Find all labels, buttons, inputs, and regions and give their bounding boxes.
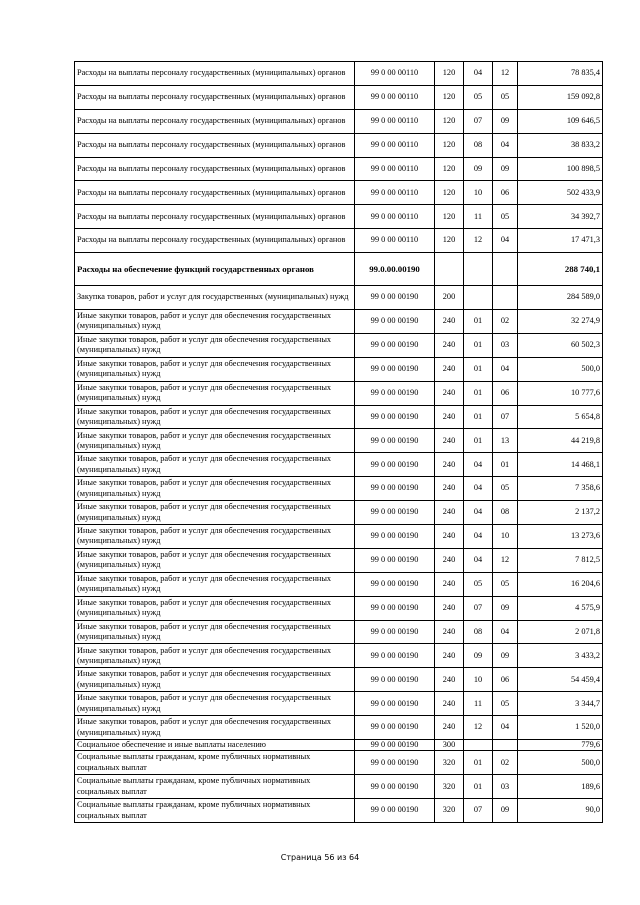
cell-name: Расходы на выплаты персоналу государственных (муниципальных) органов [75,62,355,86]
cell-code: 99 0 00 00190 [355,740,435,751]
cell-amount: 17 471,3 [518,229,603,253]
table-row [75,286,603,310]
cell-name: Расходы на выплаты персоналу государственных (муниципальных) органов [75,85,355,109]
cell-amount: 1 520,0 [518,716,603,740]
cell-name: Иные закупки товаров, работ и услуг для обеспечения государственных (муниципальных) нужд [75,620,355,644]
table-row [75,692,603,716]
cell-expense-type: 200 [435,286,464,310]
cell-code: 99 0 00 00190 [355,429,435,453]
cell-section: 10 [464,668,493,692]
cell-amount: 16 204,6 [518,572,603,596]
cell-subsection [493,253,518,286]
cell-name: Расходы на выплаты персоналу государственных (муниципальных) органов [75,109,355,133]
budget-table [74,61,603,823]
cell-expense-type: 120 [435,133,464,157]
cell-code: 99 0 00 00190 [355,644,435,668]
cell-amount: 159 092,8 [518,85,603,109]
cell-section: 12 [464,229,493,253]
cell-expense-type: 120 [435,109,464,133]
cell-code: 99 0 00 00110 [355,133,435,157]
table-row [75,205,603,229]
cell-subsection: 09 [493,644,518,668]
cell-subsection: 04 [493,716,518,740]
cell-expense-type: 320 [435,751,464,775]
cell-code: 99 0 00 00110 [355,229,435,253]
cell-section [464,286,493,310]
cell-subsection: 13 [493,429,518,453]
cell-subsection: 07 [493,405,518,429]
cell-name: Расходы на выплаты персоналу государственных (муниципальных) органов [75,181,355,205]
cell-name: Закупка товаров, работ и услуг для государственных (муниципальных) нужд [75,286,355,310]
table-row [75,229,603,253]
cell-subsection: 09 [493,799,518,823]
table-row [75,181,603,205]
cell-name: Расходы на выплаты персоналу государственных (муниципальных) органов [75,229,355,253]
cell-subsection: 01 [493,453,518,477]
cell-section: 04 [464,548,493,572]
cell-amount: 60 502,3 [518,333,603,357]
cell-section: 01 [464,357,493,381]
cell-subsection: 02 [493,751,518,775]
cell-amount: 109 646,5 [518,109,603,133]
cell-amount: 7 812,5 [518,548,603,572]
table-row [75,799,603,823]
cell-subsection: 12 [493,548,518,572]
cell-name: Социальные выплаты гражданам, кроме публичных нормативных социальных выплат [75,799,355,823]
table-row [75,453,603,477]
cell-amount: 54 459,4 [518,668,603,692]
cell-code: 99 0 00 00110 [355,181,435,205]
cell-expense-type: 300 [435,740,464,751]
cell-subsection [493,286,518,310]
cell-name: Иные закупки товаров, работ и услуг для обеспечения государственных (муниципальных) нужд [75,668,355,692]
cell-name: Иные закупки товаров, работ и услуг для обеспечения государственных (муниципальных) нужд [75,310,355,334]
cell-section: 11 [464,205,493,229]
cell-amount: 7 358,6 [518,477,603,501]
cell-subsection: 09 [493,109,518,133]
cell-amount: 5 654,8 [518,405,603,429]
table-row [75,775,603,799]
table-row [75,525,603,549]
table-row [75,310,603,334]
cell-expense-type: 320 [435,799,464,823]
cell-subsection: 06 [493,381,518,405]
cell-expense-type: 240 [435,381,464,405]
cell-section: 07 [464,799,493,823]
cell-code: 99 0 00 00190 [355,333,435,357]
table-row [75,357,603,381]
cell-code: 99 0 00 00190 [355,596,435,620]
cell-subsection: 09 [493,157,518,181]
cell-name: Расходы на выплаты персоналу государственных (муниципальных) органов [75,157,355,181]
cell-expense-type: 240 [435,548,464,572]
page-footer [0,853,640,862]
cell-amount: 100 898,5 [518,157,603,181]
cell-section: 04 [464,62,493,86]
cell-section: 04 [464,453,493,477]
cell-expense-type: 240 [435,692,464,716]
cell-code: 99 0 00 00190 [355,477,435,501]
table-row [75,668,603,692]
budget-table-body [75,62,603,823]
table-row [75,133,603,157]
cell-expense-type: 240 [435,310,464,334]
cell-subsection: 06 [493,668,518,692]
cell-expense-type: 240 [435,501,464,525]
cell-expense-type: 240 [435,405,464,429]
cell-code: 99 0 00 00110 [355,62,435,86]
cell-subsection: 05 [493,572,518,596]
table-row [75,620,603,644]
cell-code: 99 0 00 00190 [355,381,435,405]
table-row [75,381,603,405]
table-row [75,477,603,501]
cell-section: 09 [464,644,493,668]
cell-section: 05 [464,85,493,109]
cell-expense-type: 120 [435,205,464,229]
cell-subsection: 05 [493,692,518,716]
cell-name: Иные закупки товаров, работ и услуг для обеспечения государственных (муниципальных) нужд [75,357,355,381]
cell-expense-type: 120 [435,229,464,253]
cell-section: 01 [464,775,493,799]
cell-section: 04 [464,477,493,501]
cell-code: 99 0 00 00190 [355,799,435,823]
cell-amount: 10 777,6 [518,381,603,405]
cell-subsection: 05 [493,477,518,501]
cell-amount: 3 433,2 [518,644,603,668]
cell-subsection: 04 [493,133,518,157]
cell-expense-type: 240 [435,477,464,501]
table-row [75,716,603,740]
cell-amount: 288 740,1 [518,253,603,286]
cell-expense-type: 240 [435,525,464,549]
cell-section: 01 [464,429,493,453]
cell-subsection: 02 [493,310,518,334]
cell-expense-type: 240 [435,596,464,620]
cell-name: Иные закупки товаров, работ и услуг для обеспечения государственных (муниципальных) нужд [75,596,355,620]
cell-amount: 500,0 [518,357,603,381]
cell-section: 08 [464,133,493,157]
cell-subsection: 10 [493,525,518,549]
cell-name: Расходы на выплаты персоналу государственных (муниципальных) органов [75,133,355,157]
cell-subsection: 06 [493,181,518,205]
cell-amount: 14 468,1 [518,453,603,477]
cell-amount: 502 433,9 [518,181,603,205]
table-row [75,109,603,133]
cell-section: 01 [464,381,493,405]
cell-section: 09 [464,157,493,181]
table-row [75,596,603,620]
cell-code: 99 0 00 00110 [355,157,435,181]
cell-section: 01 [464,333,493,357]
cell-expense-type: 240 [435,716,464,740]
cell-code: 99 0 00 00190 [355,668,435,692]
cell-amount: 38 833,2 [518,133,603,157]
cell-section: 10 [464,181,493,205]
cell-section: 01 [464,751,493,775]
cell-code: 99 0 00 00190 [355,286,435,310]
cell-name: Иные закупки товаров, работ и услуг для обеспечения государственных (муниципальных) нужд [75,644,355,668]
cell-code: 99 0 00 00190 [355,453,435,477]
cell-amount: 90,0 [518,799,603,823]
table-row [75,85,603,109]
cell-code: 99 0 00 00110 [355,109,435,133]
cell-code: 99 0 00 00190 [355,525,435,549]
cell-subsection: 04 [493,357,518,381]
cell-expense-type: 240 [435,668,464,692]
cell-name: Иные закупки товаров, работ и услуг для обеспечения государственных (муниципальных) нужд [75,572,355,596]
cell-expense-type: 120 [435,157,464,181]
cell-subsection: 03 [493,333,518,357]
table-row [75,644,603,668]
cell-section [464,740,493,751]
cell-amount: 3 344,7 [518,692,603,716]
cell-name: Иные закупки товаров, работ и услуг для обеспечения государственных (муниципальных) нужд [75,381,355,405]
cell-name: Иные закупки товаров, работ и услуг для обеспечения государственных (муниципальных) нужд [75,501,355,525]
cell-expense-type: 240 [435,572,464,596]
cell-amount: 189,6 [518,775,603,799]
cell-section: 01 [464,405,493,429]
cell-section: 07 [464,109,493,133]
cell-name: Социальные выплаты гражданам, кроме публичных нормативных социальных выплат [75,775,355,799]
cell-expense-type: 240 [435,620,464,644]
cell-expense-type: 320 [435,775,464,799]
cell-code: 99 0 00 00190 [355,692,435,716]
cell-name: Иные закупки товаров, работ и услуг для обеспечения государственных (муниципальных) нужд [75,548,355,572]
cell-subsection: 08 [493,501,518,525]
cell-code: 99 0 00 00190 [355,310,435,334]
cell-section: 04 [464,501,493,525]
cell-name: Иные закупки товаров, работ и услуг для обеспечения государственных (муниципальных) нужд [75,405,355,429]
table-row [75,548,603,572]
cell-name: Социальное обеспечение и иные выплаты населению [75,740,355,751]
cell-code: 99 0 00 00190 [355,548,435,572]
cell-amount: 500,0 [518,751,603,775]
cell-subsection: 03 [493,775,518,799]
cell-expense-type: 120 [435,62,464,86]
cell-amount: 284 589,0 [518,286,603,310]
cell-expense-type: 240 [435,453,464,477]
cell-code: 99 0 00 00110 [355,205,435,229]
cell-name: Иные закупки товаров, работ и услуг для обеспечения государственных (муниципальных) нужд [75,692,355,716]
table-row [75,572,603,596]
cell-expense-type [435,253,464,286]
cell-name: Расходы на выплаты персоналу государственных (муниципальных) органов [75,205,355,229]
cell-subsection: 05 [493,205,518,229]
cell-code: 99 0 00 00190 [355,572,435,596]
cell-section: 08 [464,620,493,644]
table-row-subtotal [75,253,603,286]
cell-subsection: 09 [493,596,518,620]
cell-code: 99 0 00 00190 [355,357,435,381]
cell-subsection [493,740,518,751]
cell-code: 99 0 00 00110 [355,85,435,109]
table-row [75,501,603,525]
cell-name: Иные закупки товаров, работ и услуг для обеспечения государственных (муниципальных) нужд [75,429,355,453]
cell-amount: 44 219,8 [518,429,603,453]
cell-subsection: 04 [493,620,518,644]
cell-amount: 2 071,8 [518,620,603,644]
table-row [75,740,603,751]
cell-code: 99.0.00.00190 [355,253,435,286]
cell-code: 99 0 00 00190 [355,620,435,644]
cell-amount: 32 274,9 [518,310,603,334]
cell-code: 99 0 00 00190 [355,751,435,775]
cell-expense-type: 240 [435,429,464,453]
cell-name: Социальные выплаты гражданам, кроме публичных нормативных социальных выплат [75,751,355,775]
cell-section: 07 [464,596,493,620]
cell-name: Расходы на обеспечение функций государственных органов [75,253,355,286]
cell-expense-type: 240 [435,333,464,357]
table-row [75,405,603,429]
cell-expense-type: 240 [435,644,464,668]
cell-section [464,253,493,286]
cell-name: Иные закупки товаров, работ и услуг для обеспечения государственных (муниципальных) нужд [75,333,355,357]
cell-expense-type: 120 [435,85,464,109]
cell-expense-type: 120 [435,181,464,205]
cell-amount: 13 273,6 [518,525,603,549]
table-row [75,157,603,181]
cell-amount: 2 137,2 [518,501,603,525]
cell-amount: 4 575,9 [518,596,603,620]
cell-code: 99 0 00 00190 [355,501,435,525]
cell-section: 05 [464,572,493,596]
cell-section: 12 [464,716,493,740]
table-row [75,333,603,357]
cell-name: Иные закупки товаров, работ и услуг для обеспечения государственных (муниципальных) нужд [75,453,355,477]
cell-amount: 34 392,7 [518,205,603,229]
page-number-label: Страница 56 из 64 [280,853,360,862]
cell-code: 99 0 00 00190 [355,405,435,429]
cell-code: 99 0 00 00190 [355,775,435,799]
cell-name: Иные закупки товаров, работ и услуг для обеспечения государственных (муниципальных) нужд [75,477,355,501]
cell-section: 11 [464,692,493,716]
cell-amount: 78 835,4 [518,62,603,86]
table-row [75,62,603,86]
cell-section: 04 [464,525,493,549]
cell-name: Иные закупки товаров, работ и услуг для обеспечения государственных (муниципальных) нужд [75,525,355,549]
cell-section: 01 [464,310,493,334]
table-row [75,751,603,775]
cell-subsection: 12 [493,62,518,86]
cell-subsection: 04 [493,229,518,253]
cell-amount: 779,6 [518,740,603,751]
cell-name: Иные закупки товаров, работ и услуг для обеспечения государственных (муниципальных) нужд [75,716,355,740]
cell-code: 99 0 00 00190 [355,716,435,740]
cell-subsection: 05 [493,85,518,109]
table-row [75,429,603,453]
cell-expense-type: 240 [435,357,464,381]
